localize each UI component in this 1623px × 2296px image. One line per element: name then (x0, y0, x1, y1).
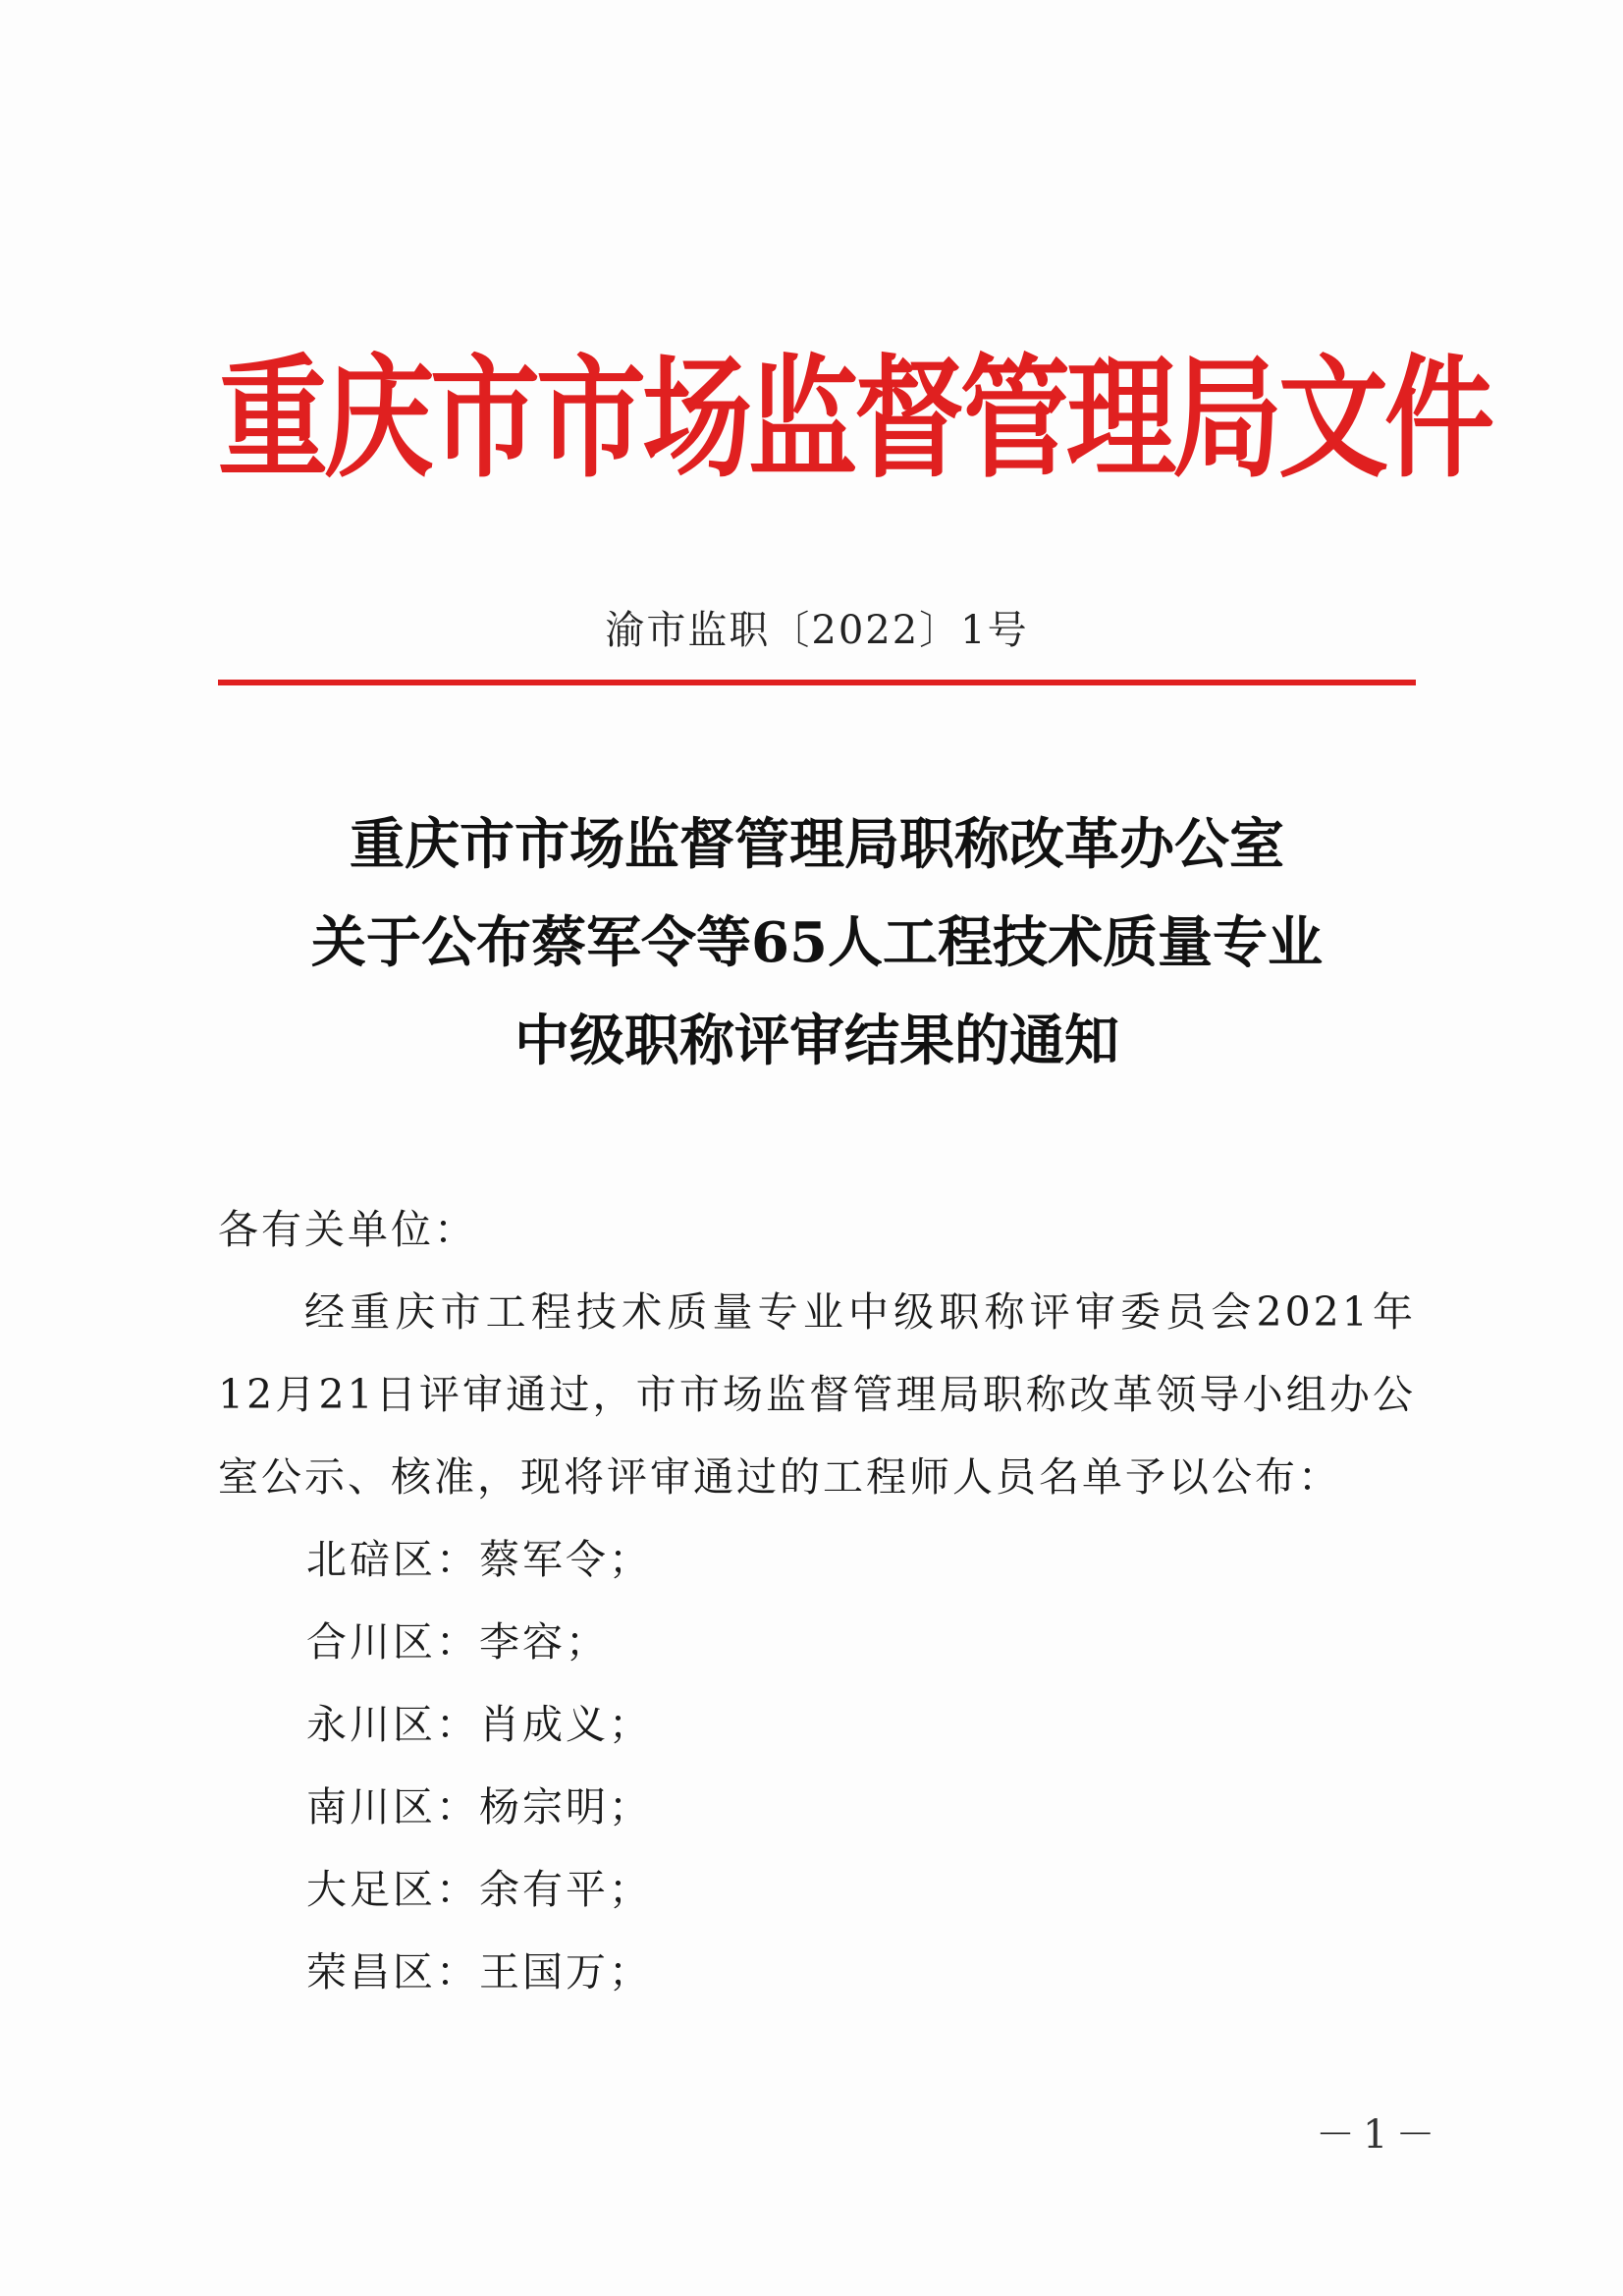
notice-body (218, 1188, 1416, 2013)
list-item: 荣昌区：王国万； (306, 1948, 652, 1995)
list-item: 北碚区：蔡军令； (306, 1536, 652, 1583)
page-number: －1－ (1316, 2112, 1443, 2158)
document-number: 渝市监职〔2022〕1号 (605, 608, 1029, 653)
list-item: 合川区：李容； (306, 1618, 609, 1666)
title-line-3: 中级职称评审结果的通知 (514, 1009, 1119, 1073)
list-item: 大足区：余有平； (306, 1866, 652, 1913)
notice-title (218, 795, 1416, 1090)
salutation: 各有关单位： (218, 1206, 477, 1253)
body-paragraph: 经重庆市工程技术质量专业中级职称评审委员会2021年12月21日评审通过，市市场监督管理局职称改革领导小组办公室公示、核准，现将评审通过的工程师人员名单予以公布： (218, 1288, 1416, 1501)
red-divider-line (218, 680, 1416, 685)
document-masthead: 重庆市市场监督管理局文件 (218, 343, 1490, 497)
title-line-2: 关于公布蔡军令等65人工程技术质量专业 (311, 910, 1323, 975)
list-item: 永川区：肖成义； (306, 1701, 652, 1748)
title-line-1: 重庆市市场监督管理局职称改革办公室 (350, 812, 1284, 877)
list-item: 南川区：杨宗明； (306, 1783, 652, 1831)
